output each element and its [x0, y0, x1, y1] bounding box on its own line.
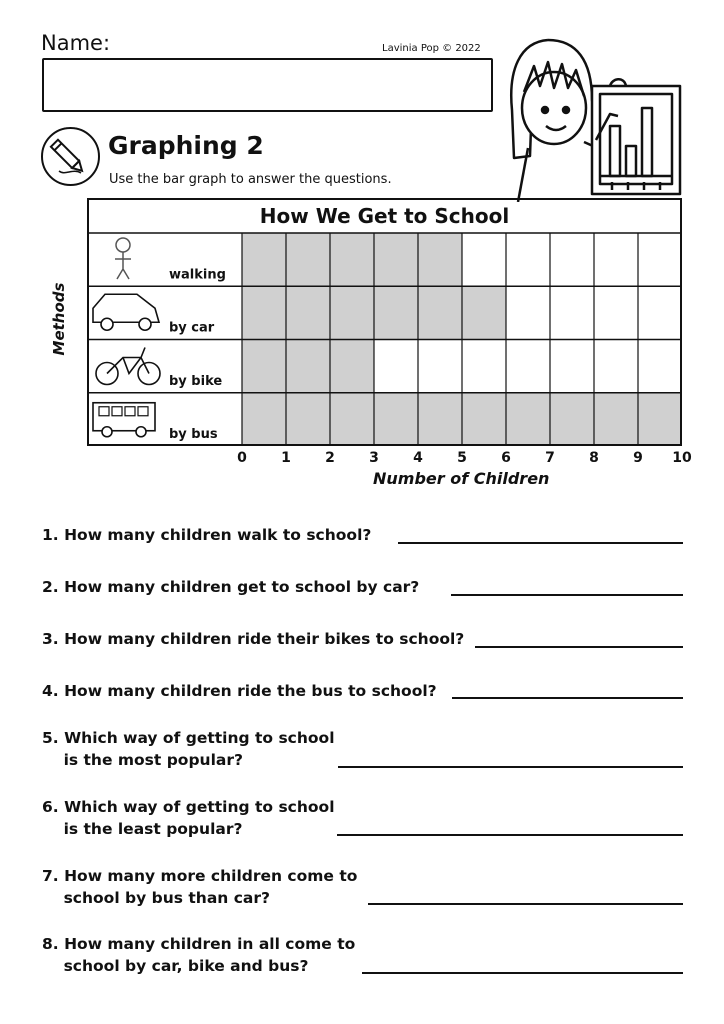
copyright-text: Lavinia Pop © 2022	[382, 43, 481, 54]
x-tick-label: 8	[589, 450, 599, 466]
walking-child-head	[116, 238, 130, 252]
answer-line-2[interactable]	[451, 594, 683, 596]
x-tick-label: 4	[413, 450, 423, 466]
question-text-line: 7. How many more children come to	[42, 867, 358, 885]
question-2	[42, 576, 419, 598]
car-body	[93, 294, 159, 322]
question-3	[42, 628, 464, 650]
page-title: Graphing 2	[108, 131, 264, 160]
question-text-line: school by car, bike and bus?	[42, 957, 309, 975]
question-text-line: 3. How many children ride their bikes to school?	[42, 630, 465, 648]
chart-title: How We Get to School	[259, 204, 510, 228]
x-tick-label: 10	[672, 450, 692, 466]
answer-line-3[interactable]	[475, 646, 683, 648]
category-label: walking	[169, 267, 226, 283]
question-text-line: 8. How many children in all come to	[42, 935, 356, 953]
answer-line-4[interactable]	[452, 697, 683, 699]
x-tick-label: 0	[237, 450, 247, 466]
car-wheel	[139, 318, 151, 330]
bar-walking	[242, 233, 462, 286]
question-4	[42, 680, 437, 702]
question-text-line: 4. How many children ride the bus to school?	[42, 682, 437, 700]
category-label: by car	[169, 320, 215, 336]
bus-window	[125, 407, 135, 416]
bike-frame	[107, 348, 149, 374]
question-text-line: 1. How many children walk to school?	[42, 526, 372, 544]
bus-window	[112, 407, 122, 416]
question-8	[42, 933, 355, 977]
answer-line-5[interactable]	[338, 766, 683, 768]
x-tick-label: 3	[369, 450, 379, 466]
category-label: by bike	[169, 373, 223, 389]
pencil-icon	[41, 127, 100, 186]
question-text-line: is the most popular?	[42, 751, 243, 769]
question-text-line: 2. How many children get to school by car?	[42, 578, 420, 596]
bus-window	[99, 407, 109, 416]
question-6	[42, 796, 335, 840]
x-tick-label: 1	[281, 450, 291, 466]
answer-line-7[interactable]	[368, 903, 683, 905]
x-axis-ticks	[230, 450, 690, 470]
question-text-line: 6. Which way of getting to school	[42, 798, 335, 816]
bus-window	[138, 407, 148, 416]
question-7	[42, 865, 357, 909]
question-1	[42, 524, 371, 546]
bar-by-bike	[242, 340, 374, 393]
car-wheel	[101, 318, 113, 330]
answer-line-6[interactable]	[337, 834, 683, 836]
name-label: Name:	[41, 31, 111, 55]
x-tick-label: 6	[501, 450, 511, 466]
question-text-line: 5. Which way of getting to school	[42, 729, 335, 747]
instructions-text: Use the bar graph to answer the questions.	[109, 172, 392, 187]
x-tick-label: 7	[545, 450, 555, 466]
bar-graph	[87, 198, 682, 446]
bus-wheel	[102, 427, 112, 437]
question-5	[42, 727, 335, 771]
answer-line-1[interactable]	[398, 542, 683, 544]
y-axis-label: Methods	[50, 282, 68, 356]
bus-wheel	[136, 427, 146, 437]
x-tick-label: 5	[457, 450, 467, 466]
name-field[interactable]	[42, 58, 493, 112]
question-text-line: school by bus than car?	[42, 889, 271, 907]
question-text-line: is the least popular?	[42, 820, 243, 838]
answer-line-8[interactable]	[362, 972, 683, 974]
category-label: by bus	[169, 427, 218, 442]
x-tick-label: 2	[325, 450, 335, 466]
x-tick-label: 9	[633, 450, 643, 466]
girl-holding-bar-chart-icon	[500, 30, 700, 202]
x-axis-label: Number of Children	[373, 469, 550, 488]
walking-child-body	[115, 252, 131, 279]
